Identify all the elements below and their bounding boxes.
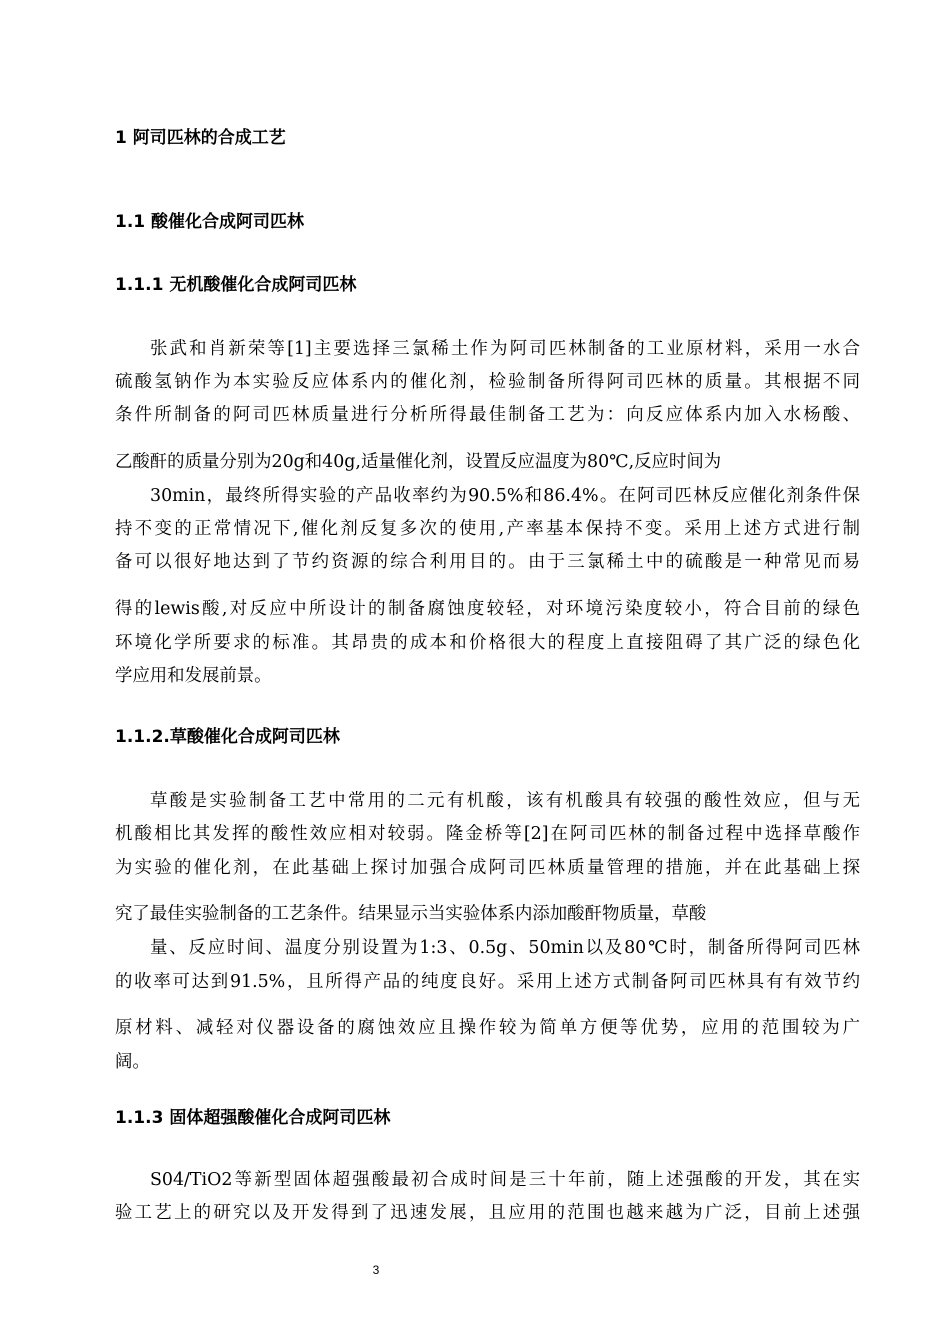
text-line: 量、反应时间、温度分别设置为1:3、0.5g、50min以及80℃时，制备所得阿司匹林	[150, 938, 860, 958]
text-line: 硫酸氢钠作为本实验反应体系内的催化剂，检验制备所得阿司匹林的质量。其根据不同	[115, 372, 860, 392]
text-line: 验工艺上的研究以及开发得到了迅速发展，且应用的范围也越来越为广泛，目前上述强	[115, 1203, 860, 1223]
subsection-heading-1-1-2: 1.1.2.草酸催化合成阿司匹林	[115, 727, 340, 747]
text-line: 为实验的催化剂，在此基础上探讨加强合成阿司匹林质量管理的措施，并在此基础上探	[115, 858, 860, 878]
text-line: 学应用和发展前景。	[115, 666, 272, 686]
subsection-heading-1-1-1: 1.1.1 无机酸催化合成阿司匹林	[115, 275, 357, 295]
chapter-heading: 1 阿司匹林的合成工艺	[115, 128, 286, 148]
text-line: 条件所制备的阿司匹林质量进行分析所得最佳制备工艺为：向反应体系内加入水杨酸、	[115, 405, 860, 425]
section-heading-1-1: 1.1 酸催化合成阿司匹林	[115, 212, 305, 232]
text-line: S04/TiO2等新型固体超强酸最初合成时间是三十年前，随上述强酸的开发，其在实	[150, 1170, 860, 1190]
text-line: 阔。	[115, 1052, 150, 1072]
text-line: 草酸是实验制备工艺中常用的二元有机酸，该有机酸具有较强的酸性效应，但与无	[150, 791, 860, 811]
text-line: 环境化学所要求的标准。其昂贵的成本和价格很大的程度上直接阻碍了其广泛的绿色化	[115, 633, 860, 653]
page-number: 3	[372, 1263, 380, 1277]
text-line: 机酸相比其发挥的酸性效应相对较弱。隆金桥等[2]在阿司匹林的制备过程中选择草酸作	[115, 824, 860, 844]
text-line: 张武和肖新荣等[1]主要选择三氯稀土作为阿司匹林制备的工业原材料，采用一水合	[150, 339, 860, 359]
text-line: 得的lewis酸,对反应中所设计的制备腐蚀度较轻，对环境污染度较小，符合目前的绿色	[115, 599, 860, 619]
text-line: 的收率可达到91.5%，且所得产品的纯度良好。采用上述方式制备阿司匹林具有有效节约	[115, 972, 860, 992]
text-line: 备可以很好地达到了节约资源的综合利用目的。由于三氯稀土中的硫酸是一种常见而易	[115, 552, 860, 572]
text-line: 原材料、减轻对仪器设备的腐蚀效应且操作较为简单方便等优势，应用的范围较为广	[115, 1018, 860, 1038]
text-line: 30min，最终所得实验的产品收率约为90.5%和86.4%。在阿司匹林反应催化剂条件保	[150, 486, 860, 506]
text-line: 乙酸酐的质量分别为20g和40g,适量催化剂，设置反应温度为80℃,反应时间为	[115, 452, 722, 472]
subsection-heading-1-1-3: 1.1.3 固体超强酸催化合成阿司匹林	[115, 1108, 391, 1128]
text-line: 究了最佳实验制备的工艺条件。结果显示当实验体系内添加酸酐物质量，草酸	[115, 904, 707, 924]
text-line: 持不变的正常情况下,催化剂反复多次的使用,产率基本保持不变。采用上述方式进行制	[115, 519, 860, 539]
